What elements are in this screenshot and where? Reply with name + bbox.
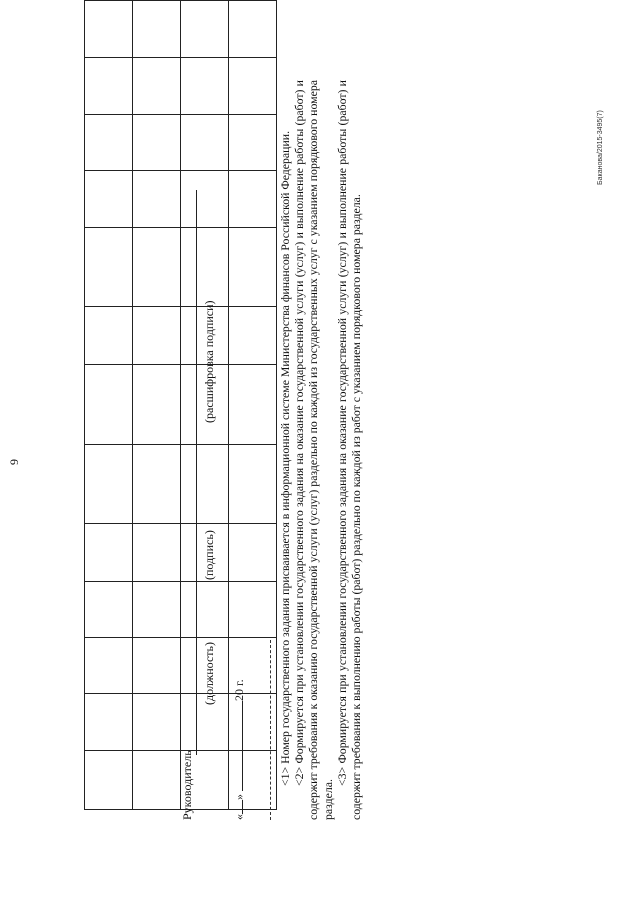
table-cell — [181, 227, 229, 307]
data-table — [84, 0, 277, 810]
table-cell — [133, 364, 181, 444]
table-cell — [85, 1, 133, 58]
table-cell — [85, 307, 133, 364]
table-cell — [229, 58, 277, 114]
table-cell — [181, 171, 229, 227]
table-cell — [133, 227, 181, 307]
date-quote-close: » — [232, 794, 246, 800]
table-cell — [229, 524, 277, 581]
table-cell — [133, 750, 181, 809]
table-cell — [85, 227, 133, 307]
table-cell — [133, 444, 181, 524]
table-cell — [229, 114, 277, 170]
table-cell — [229, 444, 277, 524]
table-cell — [133, 114, 181, 170]
table-cell — [133, 581, 181, 637]
table-cell — [85, 444, 133, 524]
table-cell — [181, 1, 229, 58]
table-cell — [229, 1, 277, 58]
table-cell — [133, 524, 181, 581]
table-cell — [85, 581, 133, 637]
table-cell — [133, 58, 181, 114]
table-cell — [229, 364, 277, 444]
caption-decoding: (расшифровка подписи) — [202, 300, 216, 423]
signature-line — [196, 190, 197, 755]
table-cell — [85, 114, 133, 170]
table-cell — [181, 581, 229, 637]
table-cell — [133, 638, 181, 694]
table-cell — [181, 58, 229, 114]
table-cell — [133, 171, 181, 227]
footnote-3: <3> Формируется при установлении государственного задания на оказание государственной услуги (услуг) и выполнение работы (работ) и содержит требования к выполнению работы (работ) раздельно по каждой из работ с указанием порядкового номера раздела. — [334, 80, 364, 820]
date-quote-open: « — [232, 814, 246, 820]
document-stamp: Баканова/2015-3495(7) — [597, 110, 604, 185]
table-cell — [229, 171, 277, 227]
table-cell — [85, 364, 133, 444]
table-cell — [85, 524, 133, 581]
table-cell — [85, 750, 133, 809]
table-cell — [229, 307, 277, 364]
footnote-1: <1> Номер государственного задания присваивается в информационной системе Министерства финансов Российской Федерации. — [278, 130, 292, 786]
table-cell — [229, 581, 277, 637]
table-cell — [85, 694, 133, 750]
caption-position: (должность) — [202, 642, 216, 705]
date-suffix: г. — [232, 679, 246, 686]
table-cell — [133, 694, 181, 750]
footnote-separator — [270, 640, 271, 820]
date-day-blank — [242, 800, 243, 814]
footnotes — [278, 80, 363, 820]
table-cell — [229, 227, 277, 307]
page-number: 9 — [7, 459, 21, 465]
footnote-2: <2> Формируется при установлении государственного задания на оказание государственной услуги (услуг) и выполнение работы (работ) и содержит требования к оказанию государственной услуги (услуг) раздельно по каждой из государственных услуг с указанием порядкового номера раздела. — [292, 80, 335, 820]
table-cell — [133, 1, 181, 58]
table-cell — [85, 638, 133, 694]
table-row — [133, 1, 181, 810]
table-cell — [85, 171, 133, 227]
table-cell — [181, 114, 229, 170]
table-cell — [85, 58, 133, 114]
date-line — [232, 679, 247, 820]
date-month-blank — [242, 701, 243, 791]
table-cell — [133, 307, 181, 364]
date-year: 20 — [232, 689, 246, 701]
signature-role-label: Руководитель — [180, 750, 194, 820]
table-cell — [181, 444, 229, 524]
table-row — [85, 1, 133, 810]
caption-signature: (подпись) — [202, 530, 216, 580]
